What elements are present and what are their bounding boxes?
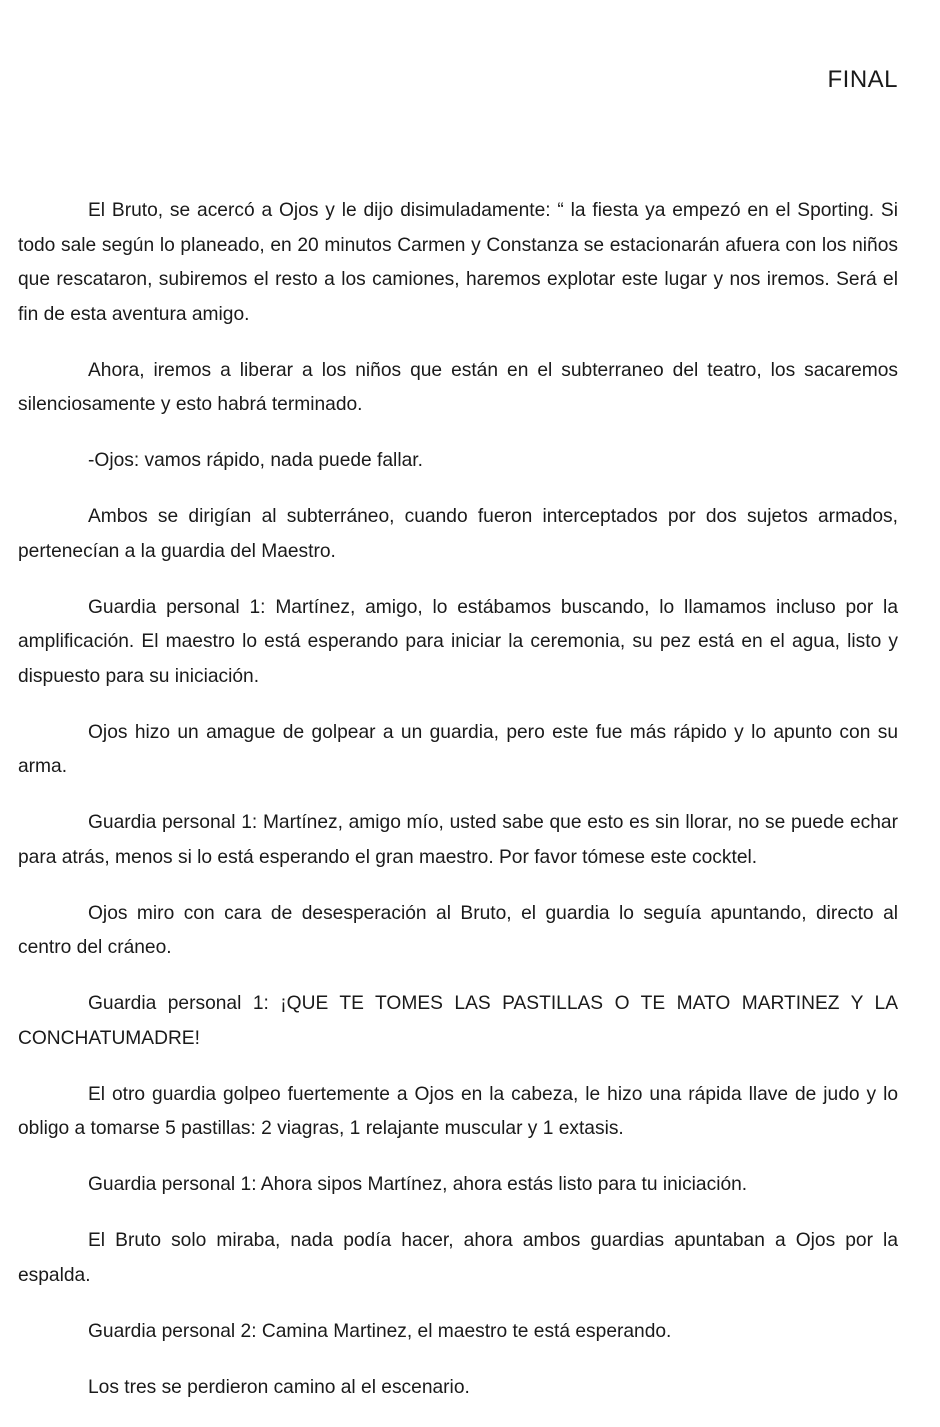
paragraph: El Bruto solo miraba, nada podía hacer, ahora ambos guardias apuntaban a Ojos por la espalda. — [18, 1230, 898, 1286]
paragraph: Los tres se perdieron camino al el escenario. — [88, 1376, 470, 1398]
chapter-title: FINAL — [827, 66, 898, 93]
paragraph: Guardia personal 2: Camina Martinez, el maestro te está esperando. — [88, 1320, 672, 1342]
paragraph: Ahora, iremos a liberar a los niños que están en el subterraneo del teatro, los sacaremos silenciosamente y esto habrá terminado. — [18, 359, 898, 415]
paragraph: Ojos miro con cara de desesperación al Bruto, el guardia lo seguía apuntando, directo al centro del cráneo. — [18, 902, 898, 958]
paragraph: Ojos hizo un amague de golpear a un guardia, pero este fue más rápido y lo apunto con su arma. — [18, 721, 898, 777]
paragraph: Guardia personal 1: Martínez, amigo mío, usted sabe que esto es sin llorar, no se puede echar para atrás, menos si lo está esperando el gran maestro. Por favor tómese este cocktel. — [18, 812, 898, 868]
paragraph: Guardia personal 1: ¡QUE TE TOMES LAS PASTILLAS O TE MATO MARTINEZ Y LA CONCHATUMADRE! — [18, 993, 898, 1049]
paragraph: El otro guardia golpeo fuertemente a Ojos en la cabeza, le hizo una rápida llave de judo y lo obligo a tomarse 5 pastillas: 2 viagras, 1 relajante muscular y 1 extasis. — [18, 1083, 898, 1139]
paragraph: Ambos se dirigían al subterráneo, cuando fueron interceptados por dos sujetos armados, pertenecían a la guardia del Maestro. — [18, 506, 898, 562]
paragraph: El Bruto, se acercó a Ojos y le dijo disimuladamente: “ la fiesta ya empezó en el Sporting. Si todo sale según lo planeado, en 20 minutos Carmen y Constanza se estacionarán afuera con los niños que rescataron, subiremos el resto a los camiones, haremos explotar este lugar y nos iremos. Será el fin de esta aventura amigo. — [18, 200, 898, 325]
paragraph: -Ojos: vamos rápido, nada puede fallar. — [88, 450, 423, 471]
body-text — [18, 194, 898, 1427]
paragraph: Guardia personal 1: Ahora sipos Martínez, ahora estás listo para tu iniciación. — [88, 1174, 748, 1195]
paragraph: Guardia personal 1: Martínez, amigo, lo estábamos buscando, lo llamamos incluso por la amplificación. El maestro lo está esperando para iniciar la ceremonia, su pez está en el agua, listo y dispuesto para su iniciación. — [18, 596, 898, 687]
